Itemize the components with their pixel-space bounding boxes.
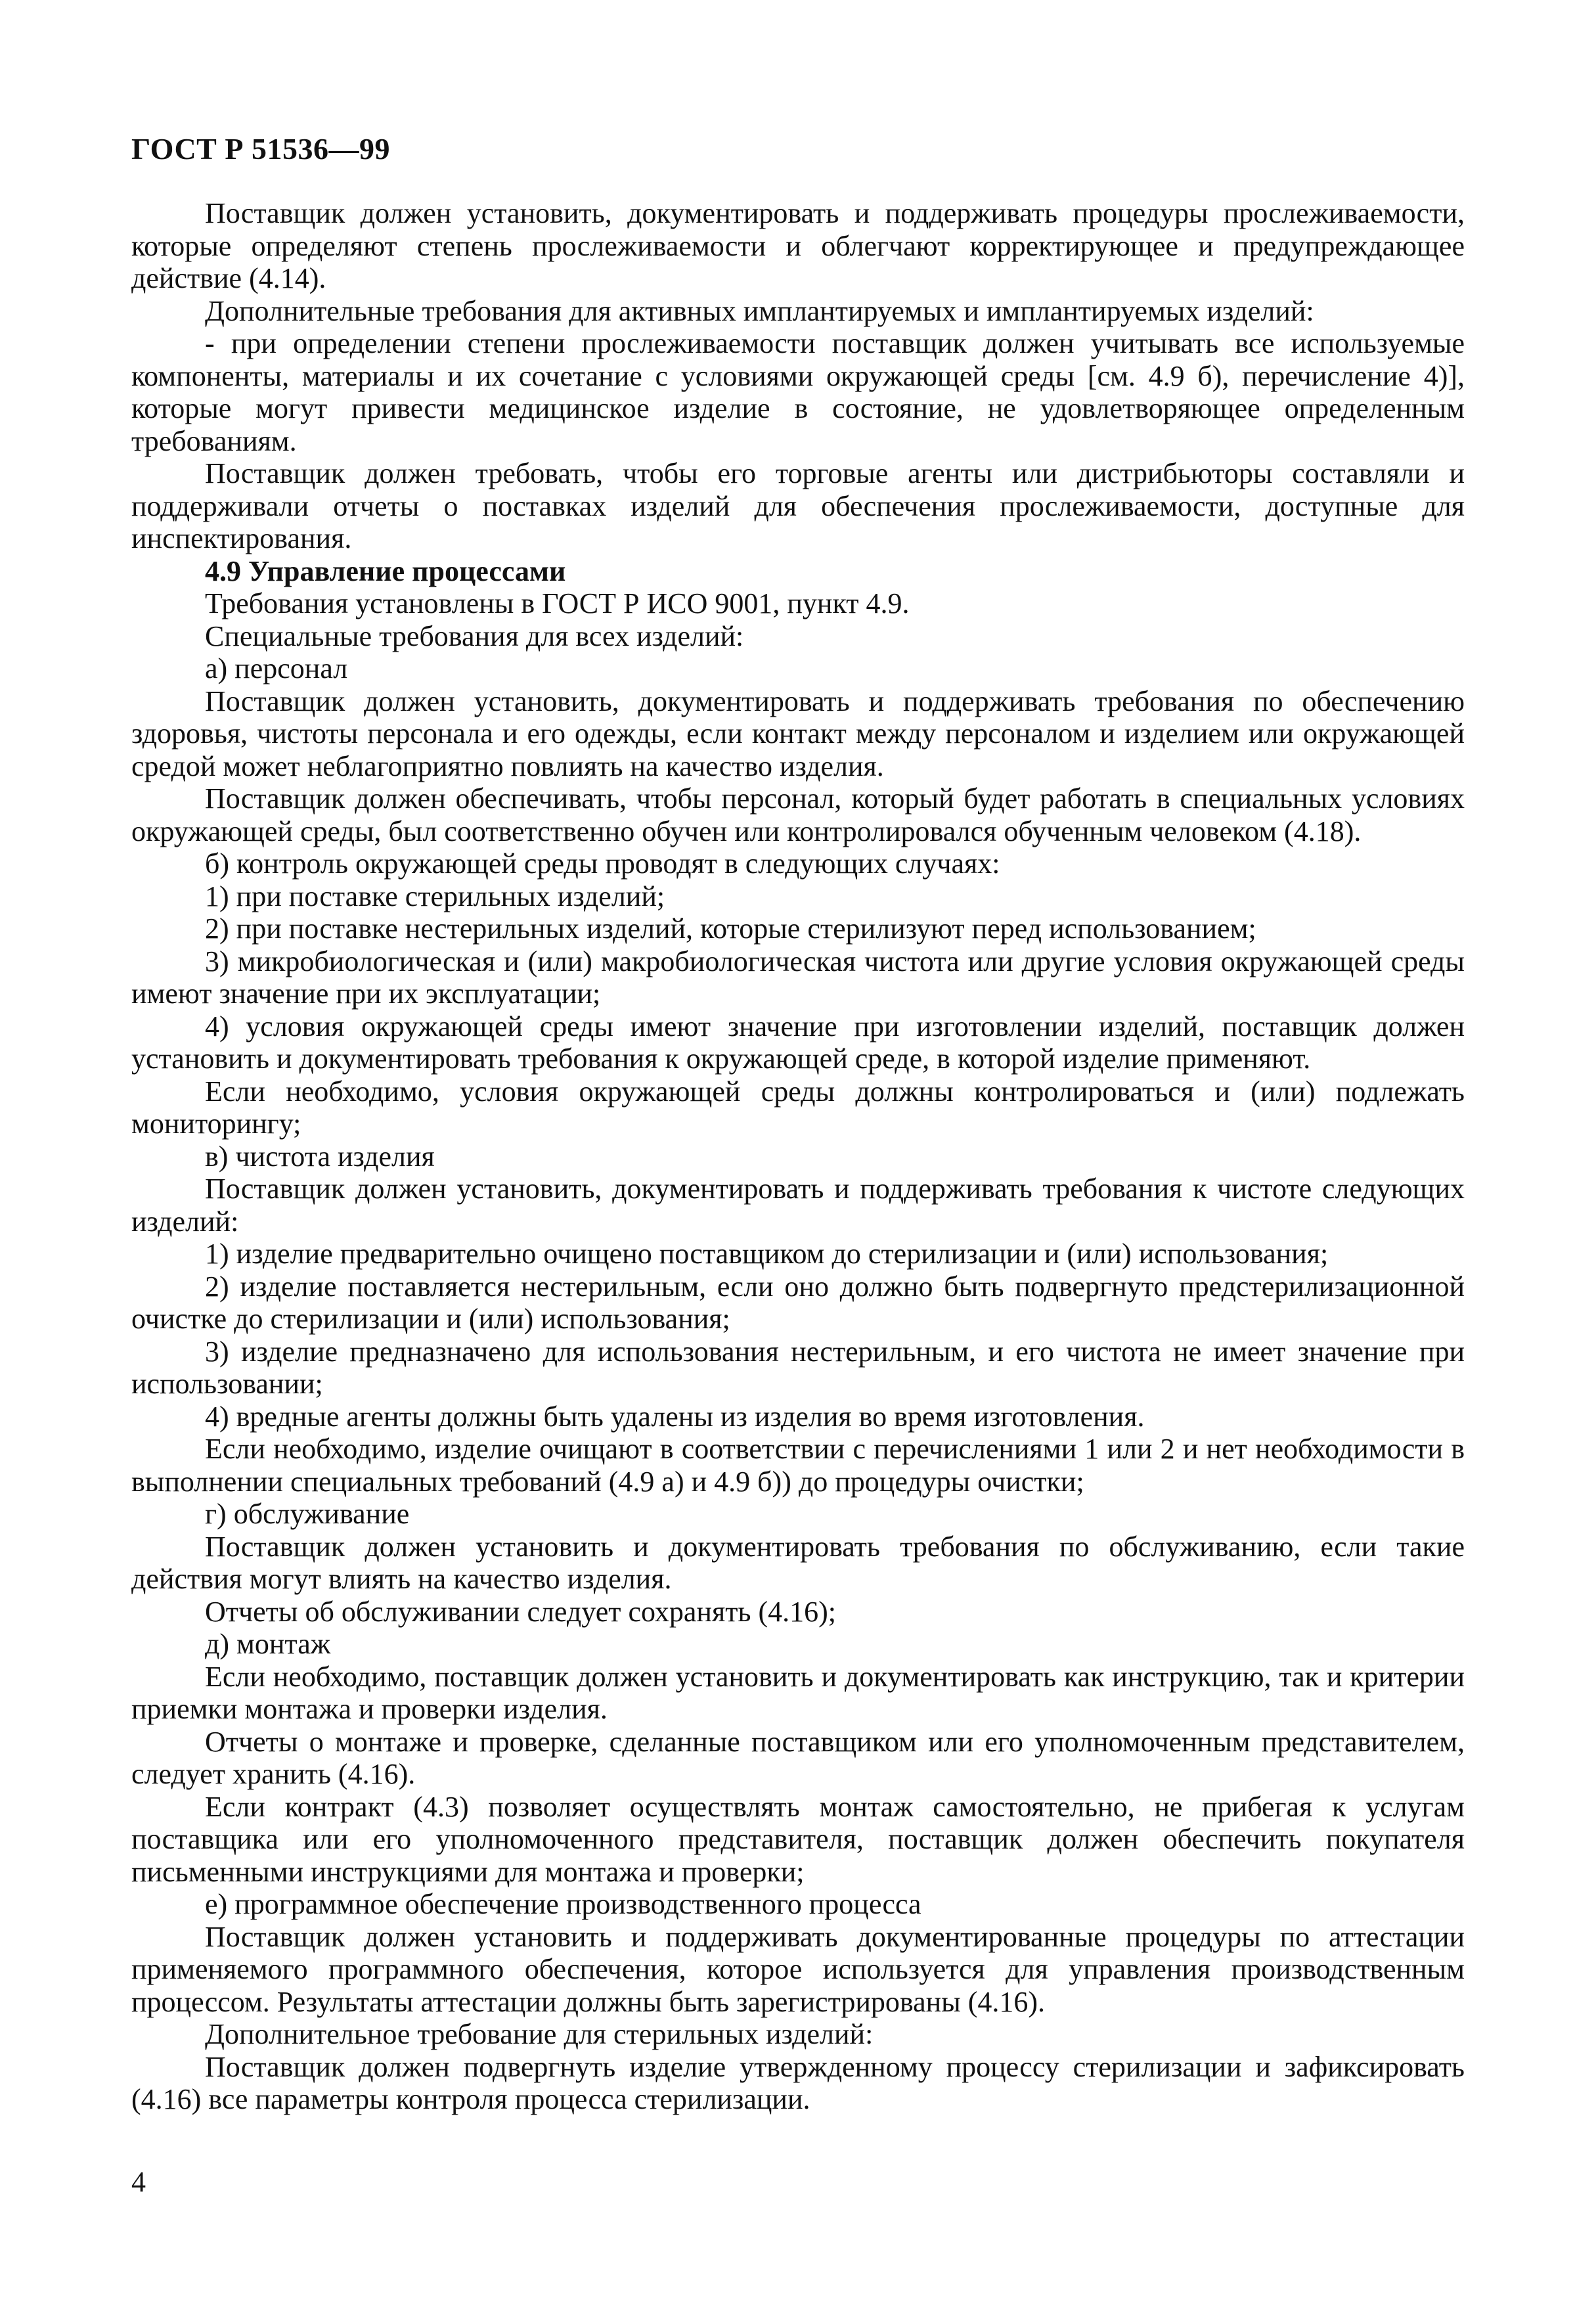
- list-item: д) монтаж: [205, 1628, 331, 1660]
- paragraph: Поставщик должен подвергнуть изделие утвержденному процессу стерилизации и зафиксировать (4.16) все параметры контроля процесса стерилизации.: [131, 2050, 1465, 2115]
- paragraph: Специальные требования для всех изделий:: [205, 619, 744, 652]
- list-item: 2) при поставке нестерильных изделий, которые стерилизуют перед использованием;: [205, 912, 1256, 945]
- section-heading: 4.9 Управление процессами: [205, 554, 566, 587]
- paragraph: Если необходимо, условия окружающей среды должны контролироваться и (или) подлежать мониторингу;: [131, 1075, 1465, 1140]
- paragraph: - при определении степени прослеживаемости поставщик должен учитывать все используемые компоненты, материалы и их сочетание с условиями окружающей среды [см. 4.9 б), перечисление 4)], которые могут привести медицинское изделие в состояние, не удовлетворяющее определенным требованиям.: [131, 327, 1465, 457]
- document-body: [131, 197, 1465, 2116]
- paragraph: Поставщик должен обеспечивать, чтобы персонал, который будет работать в специальных условиях окружающей среды, был соответственно обучен или контролировался обученным человеком (4.18).: [131, 782, 1465, 847]
- paragraph: Если контракт (4.3) позволяет осуществлять монтаж самостоятельно, не прибегая к услугам поставщика или его уполномоченного представителя, поставщик должен обеспечить покупателя письменными инструкциями для монтажа и проверки;: [131, 1790, 1465, 1888]
- paragraph: Дополнительное требование для стерильных изделий:: [205, 2018, 874, 2050]
- list-item: а) персонал: [205, 652, 348, 684]
- paragraph: Если необходимо, поставщик должен установить и документировать как инструкцию, так и критерии приемки монтажа и проверки изделия.: [131, 1660, 1465, 1725]
- list-item: 3) изделие предназначено для использования нестерильным, и его чистота не имеет значение при использовании;: [131, 1335, 1465, 1400]
- paragraph: Поставщик должен установить и поддерживать документированные процедуры по аттестации применяемого программного обеспечения, которое используется для управления производственным процессом. Результаты аттестации должны быть зарегистрированы (4.16).: [131, 1920, 1465, 2018]
- list-item: г) обслуживание: [205, 1498, 410, 1530]
- list-item: 4) вредные агенты должны быть удалены из изделия во время изготовления.: [205, 1400, 1145, 1433]
- paragraph: Поставщик должен требовать, чтобы его торговые агенты или дистрибьюторы составляли и поддерживали отчеты о поставках изделий для обеспечения прослеживаемости, доступные для инспектирования.: [131, 457, 1465, 554]
- paragraph: Требования установлены в ГОСТ Р ИСО 9001, пункт 4.9.: [205, 587, 910, 619]
- paragraph: Если необходимо, изделие очищают в соответствии с перечислениями 1 или 2 и нет необходимости в выполнении специальных требований (4.9 а) и 4.9 б)) до процедуры очистки;: [131, 1433, 1465, 1498]
- paragraph: Дополнительные требования для активных имплантируемых и имплантируемых изделий:: [205, 294, 1314, 327]
- list-item: 2) изделие поставляется нестерильным, если оно должно быть подвергнуто предстерилизационной очистке до стерилизации и (или) использования;: [131, 1270, 1465, 1335]
- list-item: в) чистота изделия: [205, 1140, 435, 1173]
- paragraph: Поставщик должен установить, документировать и поддерживать процедуры прослеживаемости, которые определяют степень прослеживаемости и облегчают корректирующее и предупреждающее действие (4.14).: [131, 197, 1465, 294]
- paragraph: Отчеты о монтаже и проверке, сделанные поставщиком или его уполномоченным представителем, следует хранить (4.16).: [131, 1725, 1465, 1790]
- page-number: 4: [131, 2166, 146, 2198]
- paragraph: Поставщик должен установить, документировать и поддерживать требования к чистоте следующих изделий:: [131, 1173, 1465, 1238]
- document-header: ГОСТ Р 51536—99: [131, 132, 390, 166]
- list-item: 4) условия окружающей среды имеют значение при изготовлении изделий, поставщик должен установить и документировать требования к окружающей среде, в которой изделие применяют.: [131, 1010, 1465, 1075]
- list-item: 1) при поставке стерильных изделий;: [205, 880, 665, 912]
- paragraph: Поставщик должен установить, документировать и поддерживать требования по обеспечению здоровья, чистоты персонала и его одежды, если контакт между персоналом и изделием или окружающей средой может неблагоприятно повлиять на качество изделия.: [131, 684, 1465, 782]
- paragraph: Отчеты об обслуживании следует сохранять (4.16);: [205, 1595, 837, 1628]
- paragraph: Поставщик должен установить и документировать требования по обслуживанию, если такие действия могут влиять на качество изделия.: [131, 1530, 1465, 1595]
- list-item: 1) изделие предварительно очищено поставщиком до стерилизации и (или) использования;: [205, 1238, 1329, 1270]
- list-item: б) контроль окружающей среды проводят в следующих случаях:: [205, 847, 1000, 880]
- list-item: е) программное обеспечение производственного процесса: [205, 1888, 921, 1920]
- list-item: 3) микробиологическая и (или) макробиологическая чистота или другие условия окружающей среды имеют значение при их эксплуатации;: [131, 945, 1465, 1010]
